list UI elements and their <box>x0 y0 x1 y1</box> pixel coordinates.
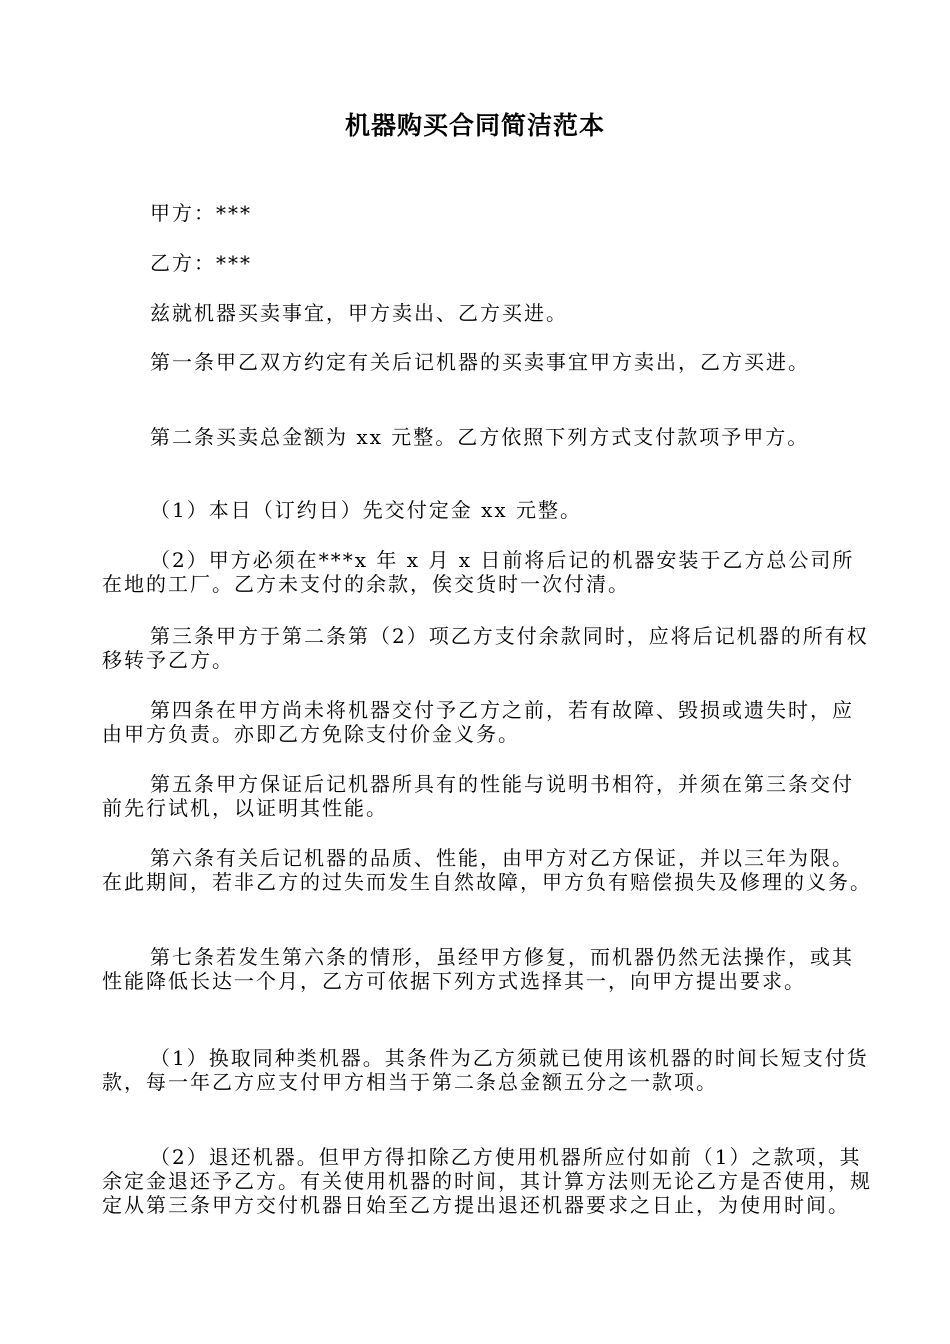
article-4-paragraph: 第四条在甲方尚未将机器交付予乙方之前，若有故障、毁损或遗失时，应由甲方负责。亦即乙方免除支付价金义务。 <box>102 698 854 746</box>
article-2-item-1: （1）本日（订约日）先交付定金 xx 元整。 <box>150 498 582 522</box>
article-2-paragraph: 第二条买卖总金额为 xx 元整。乙方依照下列方式支付款项予甲方。 <box>150 425 810 449</box>
article-7-item-2: （2）退还机器。但甲方得扣除乙方使用机器所应付如前（1）之款项，其余定金退还予乙方。有关使用机器的时间，其计算方法则无论乙方是否使用，规定从第三条甲方交付机器日始至乙方提出退还机器要求之日止，为使用时间。 <box>102 1145 872 1217</box>
preamble-paragraph: 兹就机器买卖事宜，甲方卖出、乙方买进。 <box>150 301 568 325</box>
article-7-paragraph: 第七条若发生第六条的情形，虽经甲方修复，而机器仍然无法操作，或其性能降低长达一个月，乙方可依据下列方式选择其一，向甲方提出要求。 <box>102 945 854 993</box>
article-1-paragraph: 第一条甲乙双方约定有关后记机器的买卖事宜甲方卖出，乙方买进。 <box>150 350 810 374</box>
article-6-paragraph: 第六条有关后记机器的品质、性能，由甲方对乙方保证，并以三年为限。在此期间，若非乙方的过失而发生自然故障，甲方负有赔偿损失及修理的义务。 <box>102 846 872 894</box>
article-7-item-1: （1）换取同种类机器。其条件为乙方须就已使用该机器的时间长短支付货款，每一年乙方应支付甲方相当于第二条总金额五分之一款项。 <box>102 1046 869 1094</box>
article-3-paragraph: 第三条甲方于第二条第（2）项乙方支付余款同时，应将后记机器的所有权移转予乙方。 <box>102 624 869 672</box>
party-a-line: 甲方：*** <box>150 201 252 225</box>
document-title: 机器购买合同简洁范本 <box>344 111 605 140</box>
article-2-item-2: （2）甲方必须在***x 年 x 月 x 日前将后记的机器安装于乙方总公司所在地的工厂。乙方未支付的余款，俟交货时一次付清。 <box>102 548 855 596</box>
article-5-paragraph: 第五条甲方保证后记机器所具有的性能与说明书相符，并须在第三条交付前先行试机，以证明其性能。 <box>102 772 854 820</box>
party-b-line: 乙方：*** <box>150 251 252 275</box>
